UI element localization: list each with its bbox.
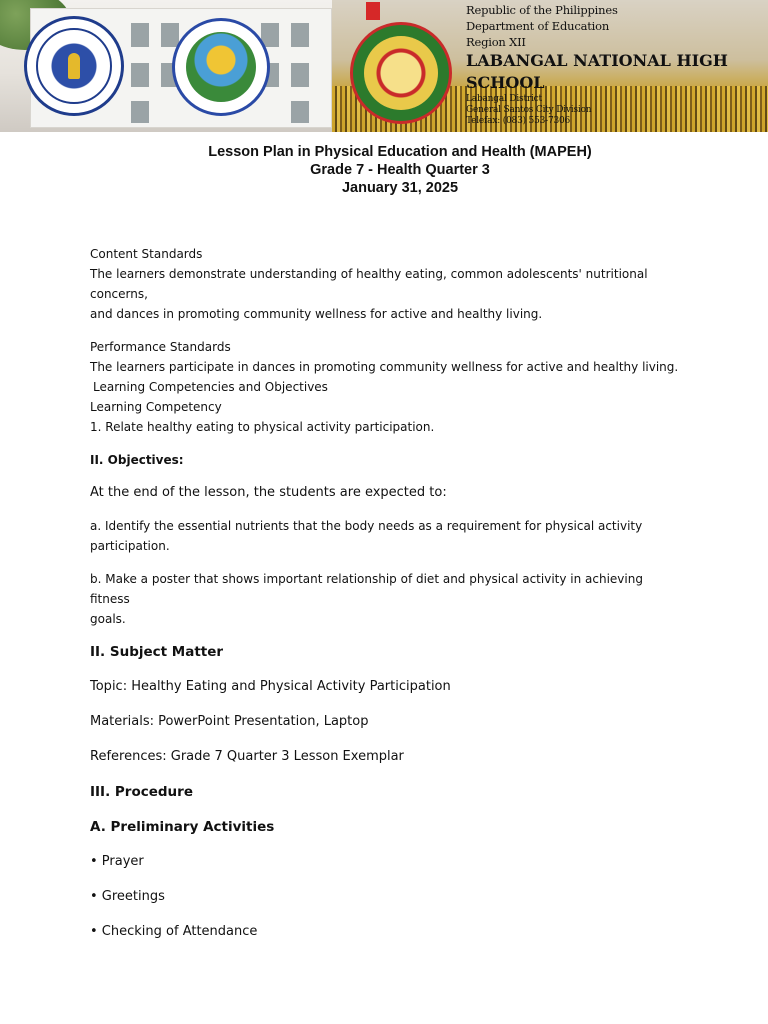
materials-line: Materials: PowerPoint Presentation, Laptop bbox=[90, 714, 369, 729]
page-title: Lesson Plan in Physical Education and Health (MAPEH) bbox=[208, 144, 592, 160]
lesson-plan-title-block bbox=[0, 143, 768, 197]
department-line: Department of Education bbox=[466, 19, 610, 33]
objectives-heading: II. Objectives: bbox=[90, 453, 184, 467]
performance-standards-label: Performance Standards bbox=[90, 340, 231, 354]
page-subtitle: Grade 7 - Health Quarter 3 bbox=[310, 162, 490, 178]
lesson-body bbox=[90, 244, 680, 942]
deped-seal-logo bbox=[24, 16, 124, 116]
school-letterhead bbox=[466, 2, 766, 127]
list-item: • Checking of Attendance bbox=[90, 924, 258, 939]
content-standards-label: Content Standards bbox=[90, 247, 203, 261]
flag-icon bbox=[366, 2, 380, 20]
republic-line: Republic of the Philippines bbox=[466, 3, 618, 17]
district-line: Labangal District bbox=[466, 94, 542, 104]
subject-matter-heading: II. Subject Matter bbox=[90, 644, 224, 660]
school-name: LABANGAL NATIONAL HIGH SCHOOL bbox=[466, 51, 728, 92]
list-item: • Greetings bbox=[90, 889, 165, 904]
objective-b-1: b. Make a poster that shows important relationship of diet and physical activity in achieving fitness bbox=[90, 572, 643, 606]
competency-item: 1. Relate healthy eating to physical activity participation. bbox=[90, 420, 435, 434]
content-standards-text-1: The learners demonstrate understanding of healthy eating, common adolescents' nutritional concerns, bbox=[90, 267, 648, 301]
performance-standards-text: The learners participate in dances in promoting community wellness for active and healthy living. bbox=[90, 360, 679, 374]
objective-b-2: goals. bbox=[90, 612, 126, 626]
references-line: References: Grade 7 Quarter 3 Lesson Exemplar bbox=[90, 749, 404, 764]
competency-label: Learning Competency bbox=[90, 400, 222, 414]
region-line: Region XII bbox=[466, 35, 526, 49]
objective-a-2: participation. bbox=[90, 539, 170, 553]
torch-book-emblem-icon bbox=[364, 36, 438, 110]
content-standards-text-2: and dances in promoting community wellness for active and healthy living. bbox=[90, 307, 543, 321]
division-line: General Santos City Division bbox=[466, 105, 592, 115]
division-seal-logo bbox=[172, 18, 270, 116]
lesson-date: January 31, 2025 bbox=[341, 180, 459, 196]
header-banner bbox=[0, 0, 768, 132]
list-item: • Prayer bbox=[90, 854, 144, 869]
procedure-heading: III. Procedure bbox=[90, 784, 193, 800]
sun-book-emblem-icon bbox=[186, 32, 256, 102]
torch-icon bbox=[68, 53, 80, 79]
objectives-lead: At the end of the lesson, the students are expected to: bbox=[90, 485, 447, 500]
competencies-label: Learning Competencies and Objectives bbox=[93, 380, 328, 394]
preliminary-activities-heading: A. Preliminary Activities bbox=[90, 819, 275, 835]
objective-a-1: a. Identify the essential nutrients that the body needs as a requirement for physical activity bbox=[90, 519, 643, 533]
topic-line: Topic: Healthy Eating and Physical Activity Participation bbox=[90, 679, 451, 694]
telephone-line: Telefax: (083) 553-7306 bbox=[466, 116, 571, 126]
school-seal-logo bbox=[350, 22, 452, 124]
